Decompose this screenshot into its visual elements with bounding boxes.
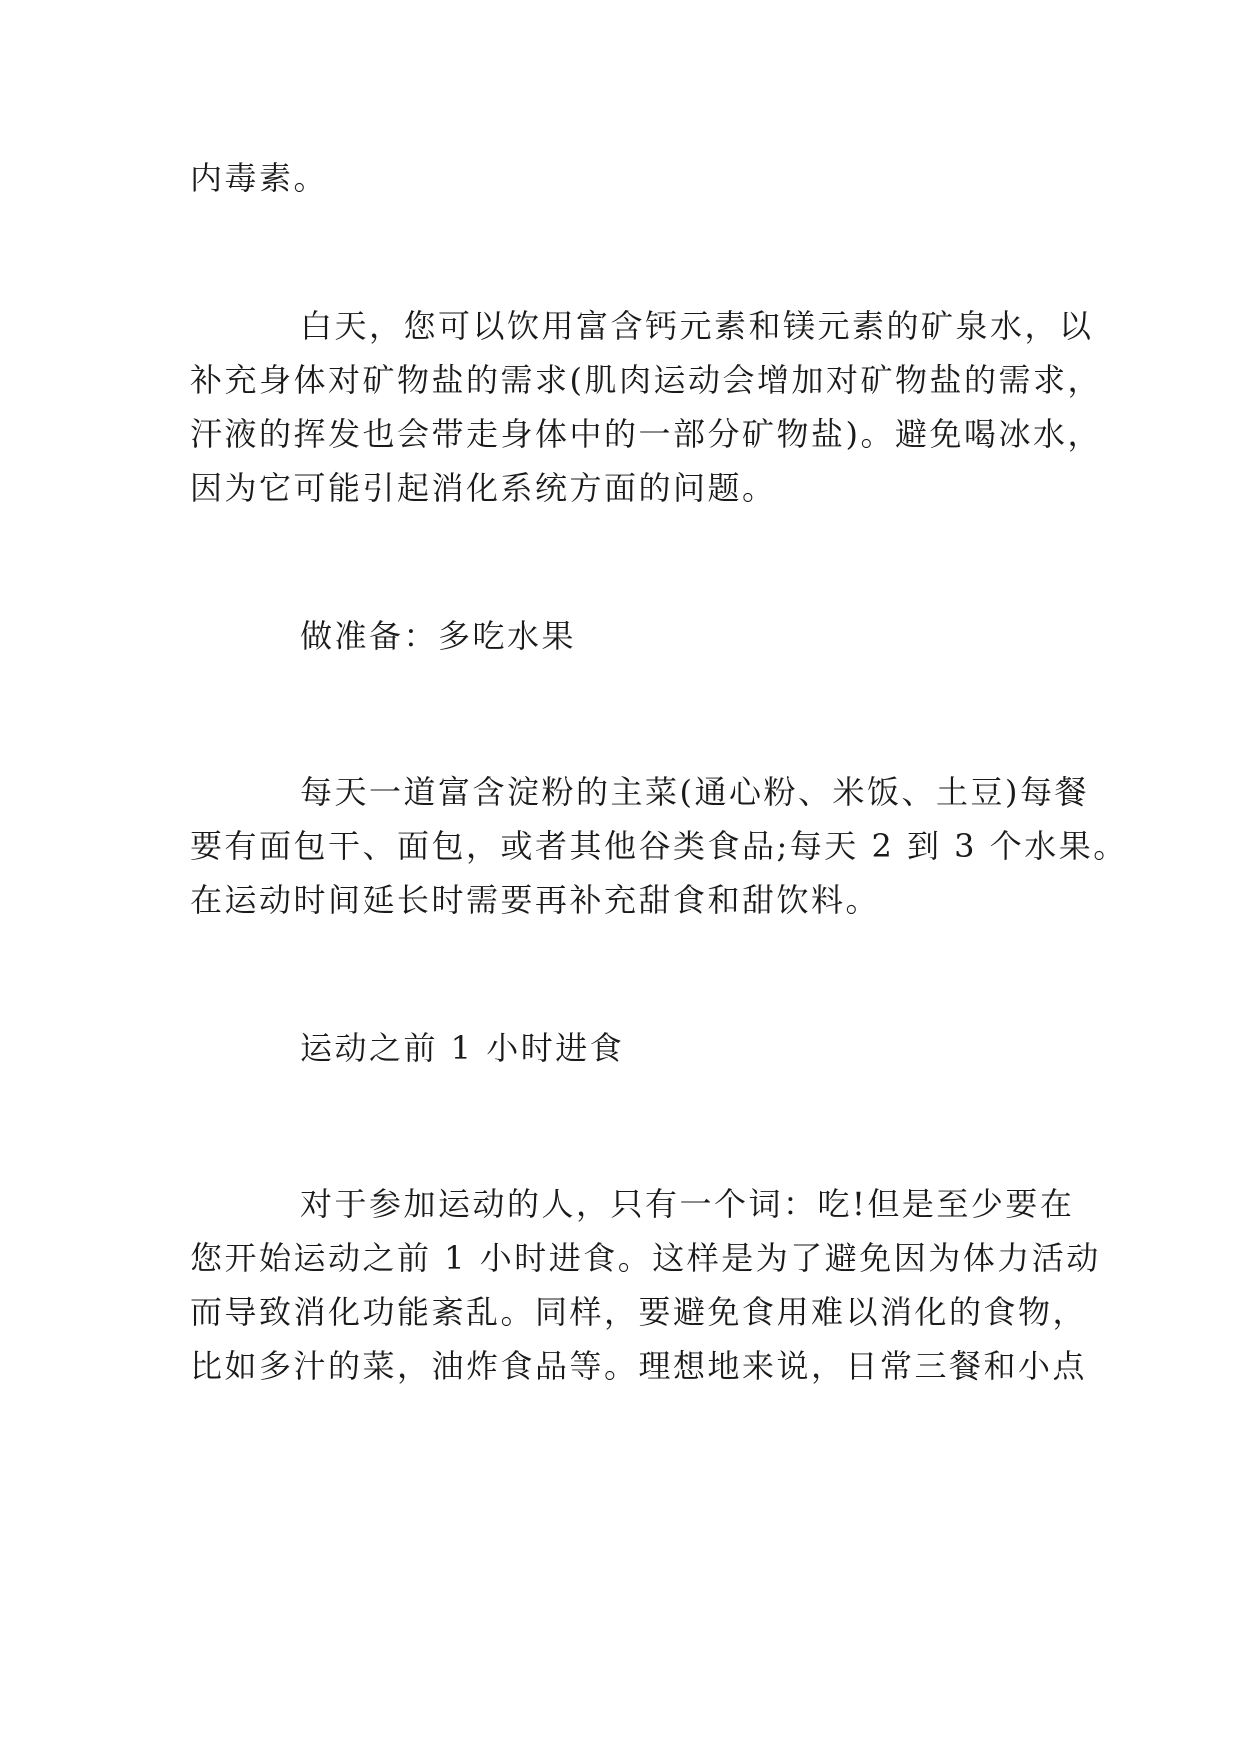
paragraph-line: 因为它可能引起消化系统方面的问题。: [190, 469, 777, 507]
paragraph-line: 要有面包干、面包，或者其他谷类食品;每天 2 到 3 个水果。: [190, 827, 1128, 865]
paragraph-line: 您开始运动之前 1 小时进食。这样是为了避免因为体力活动: [190, 1239, 1101, 1277]
section-heading: 做准备：多吃水果: [300, 617, 577, 655]
paragraph-line: 内毒素。: [190, 159, 329, 197]
paragraph-line: 白天，您可以饮用富含钙元素和镁元素的矿泉水，以: [300, 307, 1094, 345]
paragraph-line: 对于参加运动的人，只有一个词：吃!但是至少要在: [300, 1185, 1075, 1223]
paragraph-line: 在运动时间延长时需要再补充甜食和甜饮料。: [190, 881, 881, 919]
paragraph-line: 比如多汁的菜，油炸食品等。理想地来说，日常三餐和小点: [190, 1347, 1088, 1385]
paragraph-line: 而导致消化功能紊乱。同样，要避免食用难以消化的食物，: [190, 1293, 1088, 1331]
paragraph-line: 补充身体对矿物盐的需求(肌肉运动会增加对矿物盐的需求，: [190, 361, 1102, 399]
paragraph-line: 汗液的挥发也会带走身体中的一部分矿物盐)。避免喝冰水，: [190, 415, 1102, 453]
section-heading: 运动之前 1 小时进食: [300, 1029, 625, 1067]
paragraph-line: 每天一道富含淀粉的主菜(通心粉、米饭、土豆)每餐: [300, 773, 1089, 811]
